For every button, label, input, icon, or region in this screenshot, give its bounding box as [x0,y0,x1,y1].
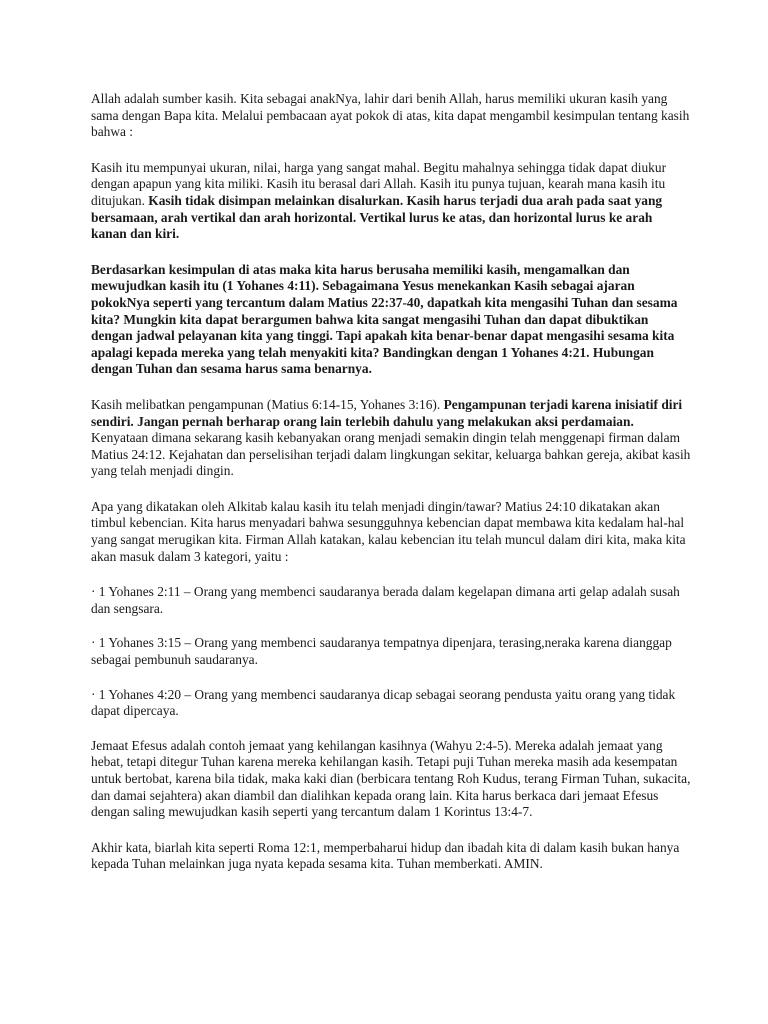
paragraph-forgiveness [91,397,691,480]
bullet-text: · 1 Yohanes 4:20 – Orang yang membenci saudaranya dicap sebagai seorang pendusta yaitu orang yang tidak dapat dipercaya. [91,686,676,719]
paragraph-efesus [91,738,691,821]
paragraph-measure [91,160,691,243]
paragraph-closing [91,840,691,873]
paragraph-segment: Akhir kata, biarlah kita seperti Roma 12:1, memperbaharui hidup dan ibadah kita di dalam kasih bukan hanya kepada Tuhan melainkan juga nyata kepada sesama kita. Tuhan memberkati. AMIN. [91,839,680,872]
bullet-text: · 1 Yohanes 2:11 – Orang yang membenci saudaranya berada dalam kegelapan dimana arti gelap adalah susah dan sengsara. [91,584,680,616]
paragraph-segment: Jemaat Efesus adalah contoh jemaat yang kehilangan kasihnya (Wahyu 2:4-5). Mereka adalah jemaat yang hebat, tetapi ditegur Tuhan karena mereka kehilangan kasih. Tetapi puji Tuhan mereka masih ada kesempatan untuk bertobat, karena bila tidak, maka kaki dian (berbicara tentang Roh Kudus, terang Firman Tuhan, sukacita, dan damai sejahtera) akan diambil dan dialihkan kepada orang lain. Kita harus berkaca dari jemaat Efesus dengan saling mewujudkan kasih seperti yang tercantum dalam 1 Korintus 13:4-7. [91,737,691,820]
paragraph-segment: Kenyataan dimana sekarang kasih kebanyakan orang menjadi semakin dingin telah menggenapi firman dalam Matius 24:12. Kejahatan dan perselisihan terjadi dalam lingkungan sekitar, keluarga bahkan gereja, akibat kasih yang telah menjadi dingin. [91,430,691,479]
paragraph-conclusion [91,262,691,378]
bullet-item [91,635,691,668]
paragraph-segment: Allah adalah sumber kasih. Kita sebagai anakNya, lahir dari benih Allah, harus memiliki ukuran kasih yang sama dengan Bapa kita. Melalui pembacaan ayat pokok di atas, kita dapat mengambil kesimpulan tentang kasih bahwa : [91,91,690,140]
paragraph-segment: Apa yang dikatakan oleh Alkitab kalau kasih itu telah menjadi dingin/tawar? Matius 24:10 dikatakan akan timbul kebencian. Kita harus menyadari bahwa sesungguhnya kebencian dapat membawa kita kedalam hal-hal yang sangat merugikan kita. Firman Allah katakan, kalau kebencian itu telah muncul dalam diri kita, maka kita akan masuk dalam 3 kategori, yaitu : [91,498,686,564]
paragraph-segment: Kasih melibatkan pengampunan (Matius 6:14-15, Yohanes 3:16). [91,396,444,412]
paragraph-segment-bold: Pengampunan terjadi karena inisiatif diri sendiri. Jangan pernah berharap orang lain terlebih dahulu yang melakukan aksi perdamaian. [91,396,683,429]
bullet-item [91,584,691,617]
paragraph-intro [91,91,691,141]
paragraph-hatred [91,499,691,565]
bullet-item [91,687,691,720]
document-page [91,91,691,892]
paragraph-segment: Kasih itu mempunyai ukuran, nilai, harga yang sangat mahal. Begitu mahalnya sehingga tidak dapat diukur dengan apapun yang kita miliki. Kasih itu berasal dari Allah. Kasih itu punya tujuan, kearah mana kasih itu ditujukan. [91,159,667,208]
paragraph-segment-bold: Kasih tidak disimpan melainkan disalurkan. Kasih harus terjadi dua arah pada saat yang bersamaan, arah vertikal dan arah horizontal. Vertikal lurus ke atas, dan horizontal lurus ke arah kanan dan kiri. [91,192,663,242]
paragraph-segment-bold: Berdasarkan kesimpulan di atas maka kita harus berusaha memiliki kasih, mengamalkan dan mewujudkan kasih itu (1 Yohanes 4:11). Sebagaimana Yesus menekankan Kasih sebagai ajaran pokokNya seperti yang tercantum dalam Matius 22:37-40, dapatkah kita mengasihi Tuhan dan sesama kita? Mungkin kita dapat berargumen bahwa kita sangat mengasihi Tuhan dan dapat dibuktikan dengan jadwal pelayanan kita yang tinggi. Tapi apakah kita benar-benar dapat mengasihi sesama kita apalagi kepada mereka yang telah menyakiti kita? Bandingkan dengan 1 Yohanes 4:21. Hubungan dengan Tuhan dan sesama harus sama benarnya. [91,261,678,377]
bullet-text: · 1 Yohanes 3:15 – Orang yang membenci saudaranya tempatnya dipenjara, terasing,neraka karena dianggap sebagai pembunuh saudaranya. [91,635,672,668]
